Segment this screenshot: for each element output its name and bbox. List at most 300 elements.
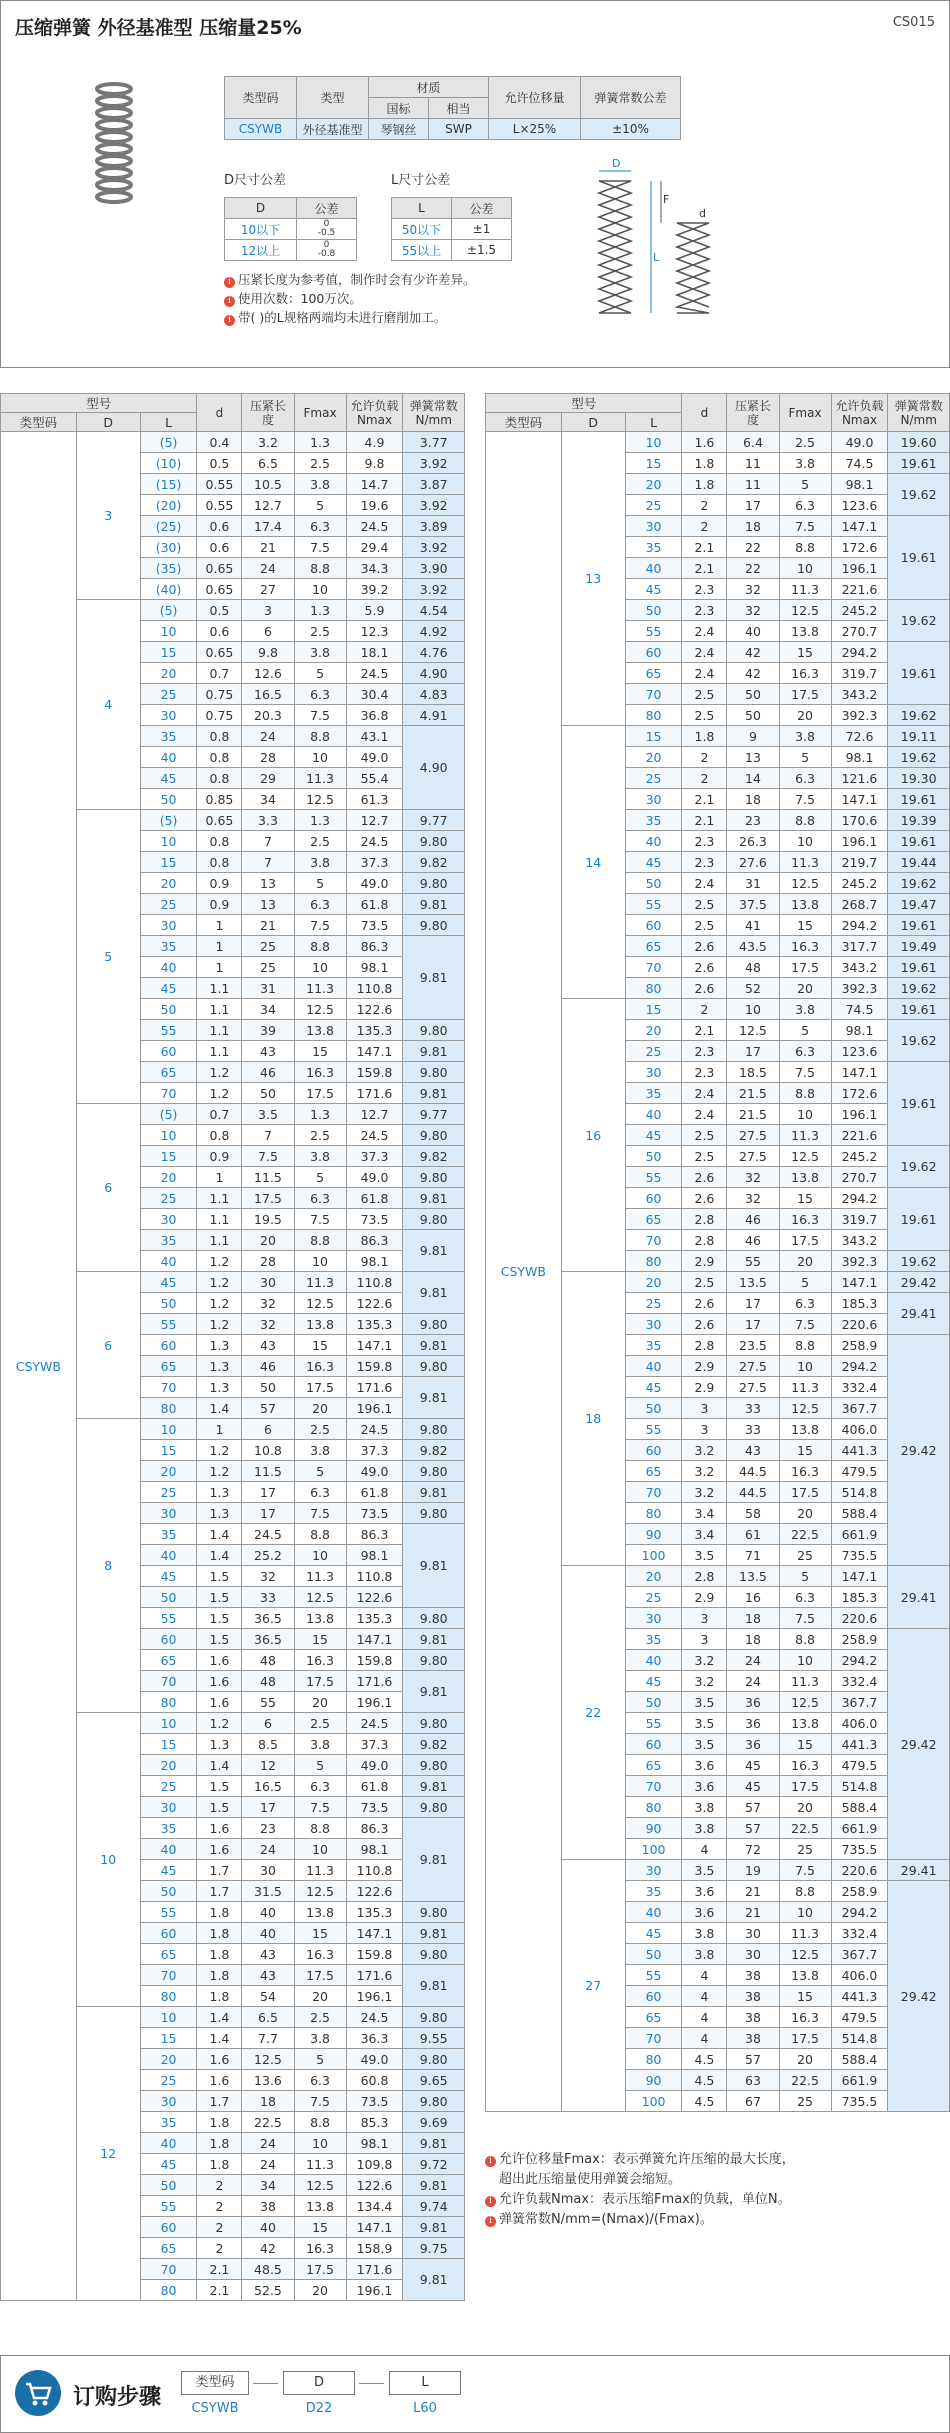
l-tol-a0: 50以下 — [392, 219, 452, 240]
value-cell: 48 — [242, 1671, 294, 1692]
l-cell: (25) — [140, 516, 197, 537]
mat-equiv: SWP — [429, 119, 489, 140]
k-cell: 9.80 — [403, 1125, 465, 1146]
k-cell: 3.92 — [403, 537, 465, 558]
value-cell: 2.1 — [682, 537, 727, 558]
l-cell: 50 — [625, 1692, 682, 1713]
d-cell: 5 — [76, 810, 140, 1104]
value-cell: 20 — [242, 1230, 294, 1251]
value-cell: 36.8 — [346, 705, 403, 726]
value-cell: 1.3 — [294, 432, 346, 453]
value-cell: 11.3 — [779, 1125, 831, 1146]
value-cell: 220.6 — [831, 1314, 888, 1335]
value-cell: 24 — [727, 1671, 779, 1692]
value-cell: 7.5 — [294, 1209, 346, 1230]
l-cell: 40 — [140, 1251, 197, 1272]
k-cell: 19.61 — [888, 957, 950, 978]
value-cell: 12.5 — [294, 999, 346, 1020]
l-cell: 65 — [140, 2238, 197, 2259]
value-cell: 6.3 — [779, 768, 831, 789]
value-cell: 13.8 — [779, 894, 831, 915]
value-cell: 1.7 — [197, 1881, 242, 1902]
value-cell: 11.3 — [779, 1671, 831, 1692]
d-cell: 8 — [76, 1419, 140, 1713]
value-cell: 588.4 — [831, 1503, 888, 1524]
d-cell: 3 — [76, 432, 140, 600]
value-cell: 3.8 — [682, 1923, 727, 1944]
order-dash — [359, 2383, 384, 2384]
l-cell: 50 — [140, 1881, 197, 1902]
value-cell: 11 — [727, 453, 779, 474]
value-cell: 98.1 — [346, 957, 403, 978]
l-cell: 65 — [625, 936, 682, 957]
value-cell: 3.4 — [682, 1503, 727, 1524]
l-cell: (5) — [140, 810, 197, 831]
value-cell: 16.3 — [294, 2238, 346, 2259]
value-cell: 16.3 — [294, 1650, 346, 1671]
value-cell: 33 — [727, 1398, 779, 1419]
l-cell: 70 — [140, 1965, 197, 1986]
value-cell: 172.6 — [831, 537, 888, 558]
l-cell: 55 — [140, 1902, 197, 1923]
k-cell: 4.76 — [403, 642, 465, 663]
value-cell: 479.5 — [831, 1461, 888, 1482]
l-cell: 20 — [140, 1167, 197, 1188]
value-cell: 98.1 — [346, 1545, 403, 1566]
value-cell: 16.5 — [242, 684, 294, 705]
value-cell: 20 — [779, 705, 831, 726]
value-cell: 1.8 — [682, 474, 727, 495]
value-cell: 11.3 — [779, 852, 831, 873]
value-cell: 52.5 — [242, 2280, 294, 2301]
l-cell: 80 — [625, 2049, 682, 2070]
k-cell: 29.41 — [888, 1293, 950, 1335]
l-cell: 25 — [625, 1041, 682, 1062]
value-cell: 1.6 — [197, 1650, 242, 1671]
value-cell: 0.8 — [197, 747, 242, 768]
k-cell: 19.61 — [888, 999, 950, 1020]
value-cell: 6 — [242, 621, 294, 642]
th-model: 型号 — [486, 394, 682, 413]
value-cell: 5 — [779, 1272, 831, 1293]
k-cell: 3.87 — [403, 474, 465, 495]
value-cell: 21.5 — [727, 1104, 779, 1125]
value-cell: 10 — [294, 2133, 346, 2154]
k-cell: 9.80 — [403, 873, 465, 894]
value-cell: 3.8 — [294, 1440, 346, 1461]
value-cell: 7.5 — [294, 2091, 346, 2112]
value-cell: 21 — [727, 1881, 779, 1902]
l-cell: 10 — [140, 831, 197, 852]
value-cell: 1.2 — [197, 1083, 242, 1104]
l-cell: 45 — [625, 579, 682, 600]
value-cell: 9.8 — [346, 453, 403, 474]
value-cell: 2.5 — [294, 1125, 346, 1146]
k-cell: 19.61 — [888, 453, 950, 474]
value-cell: 1.6 — [197, 1692, 242, 1713]
value-cell: 42 — [727, 642, 779, 663]
value-cell: 1.2 — [197, 1713, 242, 1734]
value-cell: 332.4 — [831, 1377, 888, 1398]
value-cell: 24 — [242, 2133, 294, 2154]
value-cell: 1.8 — [197, 1986, 242, 2007]
k-cell: 19.30 — [888, 768, 950, 789]
value-cell: 1.4 — [197, 2028, 242, 2049]
value-cell: 25 — [242, 957, 294, 978]
value-cell: 13.8 — [779, 1713, 831, 1734]
value-cell: 0.8 — [197, 726, 242, 747]
cart-icon — [15, 2370, 61, 2416]
l-cell: 25 — [140, 1188, 197, 1209]
value-cell: 1.8 — [197, 1902, 242, 1923]
value-cell: 10 — [779, 831, 831, 852]
value-cell: 196.1 — [346, 2280, 403, 2301]
value-cell: 12.7 — [346, 810, 403, 831]
k-cell: 9.82 — [403, 1440, 465, 1461]
value-cell: 13 — [727, 747, 779, 768]
value-cell: 58 — [727, 1503, 779, 1524]
value-cell: 17 — [242, 1797, 294, 1818]
k-cell: 9.80 — [403, 1314, 465, 1335]
value-cell: 5 — [294, 1755, 346, 1776]
value-cell: 9.8 — [242, 642, 294, 663]
th-solid: 压紧长度 — [242, 394, 294, 432]
value-cell: 2 — [197, 2175, 242, 2196]
l-cell: 80 — [140, 1692, 197, 1713]
value-cell: 61.8 — [346, 1482, 403, 1503]
mat-standard: 琴钢丝 — [369, 119, 429, 140]
k-cell: 19.62 — [888, 1020, 950, 1062]
l-cell: 15 — [140, 1440, 197, 1461]
k-cell: 19.39 — [888, 810, 950, 831]
l-cell: 50 — [625, 1398, 682, 1419]
l-cell: 20 — [140, 1461, 197, 1482]
value-cell: 5 — [294, 1167, 346, 1188]
value-cell: 36.5 — [242, 1629, 294, 1650]
k-cell: 9.81 — [403, 894, 465, 915]
l-cell: 35 — [140, 1230, 197, 1251]
l-cell: 25 — [625, 1293, 682, 1314]
value-cell: 1 — [197, 957, 242, 978]
k-cell: 9.81 — [403, 1776, 465, 1797]
l-cell: 20 — [140, 1755, 197, 1776]
value-cell: 0.55 — [197, 474, 242, 495]
value-cell: 123.6 — [831, 495, 888, 516]
value-cell: 1.2 — [197, 1272, 242, 1293]
value-cell: 1 — [197, 1419, 242, 1440]
value-cell: 1 — [197, 915, 242, 936]
value-cell: 270.7 — [831, 621, 888, 642]
value-cell: 18.5 — [727, 1062, 779, 1083]
value-cell: 5.9 — [346, 600, 403, 621]
k-cell: 9.81 — [403, 1629, 465, 1650]
l-cell: 50 — [140, 999, 197, 1020]
value-cell: 55 — [242, 1692, 294, 1713]
value-cell: 10.8 — [242, 1440, 294, 1461]
value-cell: 3.5 — [682, 1860, 727, 1881]
value-cell: 10 — [294, 1251, 346, 1272]
value-cell: 1.5 — [197, 1608, 242, 1629]
l-cell: 20 — [625, 1272, 682, 1293]
l-cell: 50 — [140, 1293, 197, 1314]
d-cell: 14 — [561, 726, 625, 999]
value-cell: 7 — [242, 1125, 294, 1146]
value-cell: 11.5 — [242, 1461, 294, 1482]
k-cell: 9.80 — [403, 915, 465, 936]
value-cell: 73.5 — [346, 2091, 403, 2112]
l-cell: 55 — [625, 1419, 682, 1440]
value-cell: 4 — [682, 1986, 727, 2007]
value-cell: 17 — [727, 495, 779, 516]
value-cell: 38 — [727, 1986, 779, 2007]
value-cell: 6.3 — [294, 2070, 346, 2091]
value-cell: 21 — [727, 1902, 779, 1923]
spec-table-right — [485, 393, 950, 2112]
value-cell: 37.3 — [346, 1146, 403, 1167]
value-cell: 39.2 — [346, 579, 403, 600]
value-cell: 17 — [242, 1482, 294, 1503]
value-cell: 46 — [727, 1230, 779, 1251]
value-cell: 221.6 — [831, 579, 888, 600]
value-cell: 1.1 — [197, 1230, 242, 1251]
value-cell: 61.8 — [346, 894, 403, 915]
th-D: D — [76, 413, 140, 432]
l-cell: 100 — [625, 1839, 682, 1860]
value-cell: 367.7 — [831, 1944, 888, 1965]
th-type-code: 类型码 — [225, 77, 297, 119]
l-cell: 90 — [625, 1818, 682, 1839]
value-cell: 2.3 — [682, 579, 727, 600]
value-cell: 1.2 — [197, 1293, 242, 1314]
value-cell: 8.8 — [779, 1629, 831, 1650]
value-cell: 147.1 — [346, 1041, 403, 1062]
k-cell: 19.62 — [888, 600, 950, 642]
value-cell: 170.6 — [831, 810, 888, 831]
value-cell: 258.9 — [831, 1629, 888, 1650]
value-cell: 0.7 — [197, 663, 242, 684]
value-cell: 220.6 — [831, 1860, 888, 1881]
l-cell: 35 — [140, 726, 197, 747]
value-cell: 73.5 — [346, 1209, 403, 1230]
value-cell: 8.8 — [294, 1818, 346, 1839]
order-steps — [0, 2355, 950, 2433]
value-cell: 10 — [779, 1356, 831, 1377]
value-cell: 0.6 — [197, 621, 242, 642]
order-box-type: 类型码 — [181, 2371, 249, 2395]
value-cell: 1.5 — [197, 1629, 242, 1650]
info-icon: i — [224, 296, 235, 307]
k-cell: 9.80 — [403, 1608, 465, 1629]
value-cell: 27.5 — [727, 1146, 779, 1167]
value-cell: 34 — [242, 999, 294, 1020]
value-cell: 43 — [727, 1440, 779, 1461]
value-cell: 110.8 — [346, 1272, 403, 1293]
l-cell: 80 — [140, 1398, 197, 1419]
value-cell: 2.5 — [294, 453, 346, 474]
value-cell: 3.8 — [294, 2028, 346, 2049]
value-cell: 27 — [242, 579, 294, 600]
l-cell: 35 — [140, 936, 197, 957]
diag-L: L — [653, 251, 660, 264]
value-cell: 44.5 — [727, 1482, 779, 1503]
k-cell: 9.81 — [403, 1272, 465, 1314]
value-cell: 2.5 — [682, 1146, 727, 1167]
value-cell: 135.3 — [346, 1902, 403, 1923]
value-cell: 32 — [727, 600, 779, 621]
value-cell: 6.5 — [242, 2007, 294, 2028]
value-cell: 121.6 — [831, 768, 888, 789]
l-cell: (20) — [140, 495, 197, 516]
value-cell: 0.5 — [197, 453, 242, 474]
value-cell: 7.5 — [294, 915, 346, 936]
value-cell: 1.8 — [682, 453, 727, 474]
value-cell: 258.9 — [831, 1881, 888, 1902]
value-cell: 2.4 — [682, 1083, 727, 1104]
th-equiv: 相当 — [429, 98, 489, 119]
value-cell: 2.1 — [682, 1020, 727, 1041]
value-cell: 21 — [242, 537, 294, 558]
l-cell: 15 — [140, 1734, 197, 1755]
value-cell: 0.4 — [197, 432, 242, 453]
value-cell: 5 — [779, 747, 831, 768]
value-cell: 1.8 — [197, 1923, 242, 1944]
k-cell: 19.61 — [888, 789, 950, 810]
th-d: d — [682, 394, 727, 432]
value-cell: 441.3 — [831, 1734, 888, 1755]
header-row — [486, 394, 950, 413]
value-cell: 37.3 — [346, 1440, 403, 1461]
th-standard: 国标 — [369, 98, 429, 119]
value-cell: 15 — [779, 1440, 831, 1461]
value-cell: 17.5 — [294, 1671, 346, 1692]
l-cell: 70 — [140, 1377, 197, 1398]
l-cell: 45 — [625, 852, 682, 873]
catalog-code: CS015 — [892, 15, 935, 30]
k-cell: 29.42 — [888, 1629, 950, 1860]
value-cell: 2.5 — [294, 831, 346, 852]
l-cell: 35 — [625, 1881, 682, 1902]
value-cell: 22.5 — [779, 1524, 831, 1545]
value-cell: 50 — [242, 1083, 294, 1104]
l-cell: 45 — [140, 1272, 197, 1293]
value-cell: 57 — [242, 1398, 294, 1419]
value-cell: 23 — [727, 810, 779, 831]
note: 允许位移量Fmax：表示弹簧允许压缩的最大长度， — [499, 2152, 795, 2167]
l-cell: 55 — [625, 1713, 682, 1734]
value-cell: 42 — [727, 663, 779, 684]
value-cell: 147.1 — [346, 1335, 403, 1356]
value-cell: 158.9 — [346, 2238, 403, 2259]
value-cell: 30 — [242, 1272, 294, 1293]
value-cell: 2.9 — [682, 1587, 727, 1608]
mat-allow: L×25% — [489, 119, 581, 140]
l-cell: 80 — [140, 1986, 197, 2007]
value-cell: 3.2 — [682, 1440, 727, 1461]
l-cell: 70 — [140, 1083, 197, 1104]
value-cell: 7.5 — [294, 1503, 346, 1524]
value-cell: 16.3 — [779, 1461, 831, 1482]
value-cell: 2.6 — [682, 978, 727, 999]
l-cell: 40 — [625, 1104, 682, 1125]
value-cell: 49.0 — [831, 432, 888, 453]
value-cell: 32 — [727, 1167, 779, 1188]
k-cell: 19.61 — [888, 831, 950, 852]
value-cell: 2.4 — [682, 621, 727, 642]
l-cell: 65 — [625, 663, 682, 684]
value-cell: 37.5 — [727, 894, 779, 915]
value-cell: 11.3 — [294, 1272, 346, 1293]
k-cell: 19.62 — [888, 705, 950, 726]
k-cell: 9.82 — [403, 1146, 465, 1167]
value-cell: 37.3 — [346, 852, 403, 873]
l-cell: 35 — [140, 1524, 197, 1545]
l-cell: 55 — [140, 2196, 197, 2217]
value-cell: 21.5 — [727, 1083, 779, 1104]
bottom-notes — [485, 2150, 795, 2230]
value-cell: 1.3 — [294, 810, 346, 831]
value-cell: 294.2 — [831, 915, 888, 936]
l-cell: (30) — [140, 537, 197, 558]
value-cell: 1.4 — [197, 1524, 242, 1545]
value-cell: 1.3 — [197, 1503, 242, 1524]
value-cell: 245.2 — [831, 600, 888, 621]
value-cell: 16.3 — [779, 2007, 831, 2028]
value-cell: 5 — [779, 1020, 831, 1041]
value-cell: 2.4 — [682, 663, 727, 684]
l-cell: 15 — [140, 642, 197, 663]
value-cell: 4 — [682, 2028, 727, 2049]
d-tol-a1: 12以上 — [225, 240, 297, 261]
value-cell: 8.8 — [294, 936, 346, 957]
l-cell: (10) — [140, 453, 197, 474]
value-cell: 55 — [727, 1251, 779, 1272]
l-cell: 55 — [625, 1167, 682, 1188]
value-cell: 6.3 — [294, 516, 346, 537]
k-cell: 3.92 — [403, 579, 465, 600]
k-cell: 9.81 — [403, 1188, 465, 1209]
l-cell: 30 — [625, 516, 682, 537]
value-cell: 8.5 — [242, 1734, 294, 1755]
value-cell: 10 — [294, 579, 346, 600]
value-cell: 61.8 — [346, 1776, 403, 1797]
value-cell: 17.4 — [242, 516, 294, 537]
info-icon: i — [485, 2156, 496, 2167]
value-cell: 10 — [294, 747, 346, 768]
value-cell: 57 — [727, 2049, 779, 2070]
value-cell: 18 — [727, 789, 779, 810]
k-cell: 4.92 — [403, 621, 465, 642]
value-cell: 245.2 — [831, 873, 888, 894]
value-cell: 16.3 — [779, 1755, 831, 1776]
value-cell: 85.3 — [346, 2112, 403, 2133]
value-cell: 11.3 — [779, 1923, 831, 1944]
value-cell: 50 — [727, 684, 779, 705]
l-cell: 35 — [625, 810, 682, 831]
value-cell: 735.5 — [831, 1545, 888, 1566]
value-cell: 50 — [727, 705, 779, 726]
k-cell: 9.80 — [403, 1944, 465, 1965]
value-cell: 3 — [242, 600, 294, 621]
value-cell: 2 — [682, 516, 727, 537]
l-cell: 20 — [625, 474, 682, 495]
value-cell: 20.3 — [242, 705, 294, 726]
k-cell: 19.11 — [888, 726, 950, 747]
value-cell: 32 — [727, 1188, 779, 1209]
l-cell: 100 — [625, 2091, 682, 2112]
value-cell: 24.5 — [346, 516, 403, 537]
l-cell: 60 — [140, 1041, 197, 1062]
value-cell: 171.6 — [346, 2259, 403, 2280]
